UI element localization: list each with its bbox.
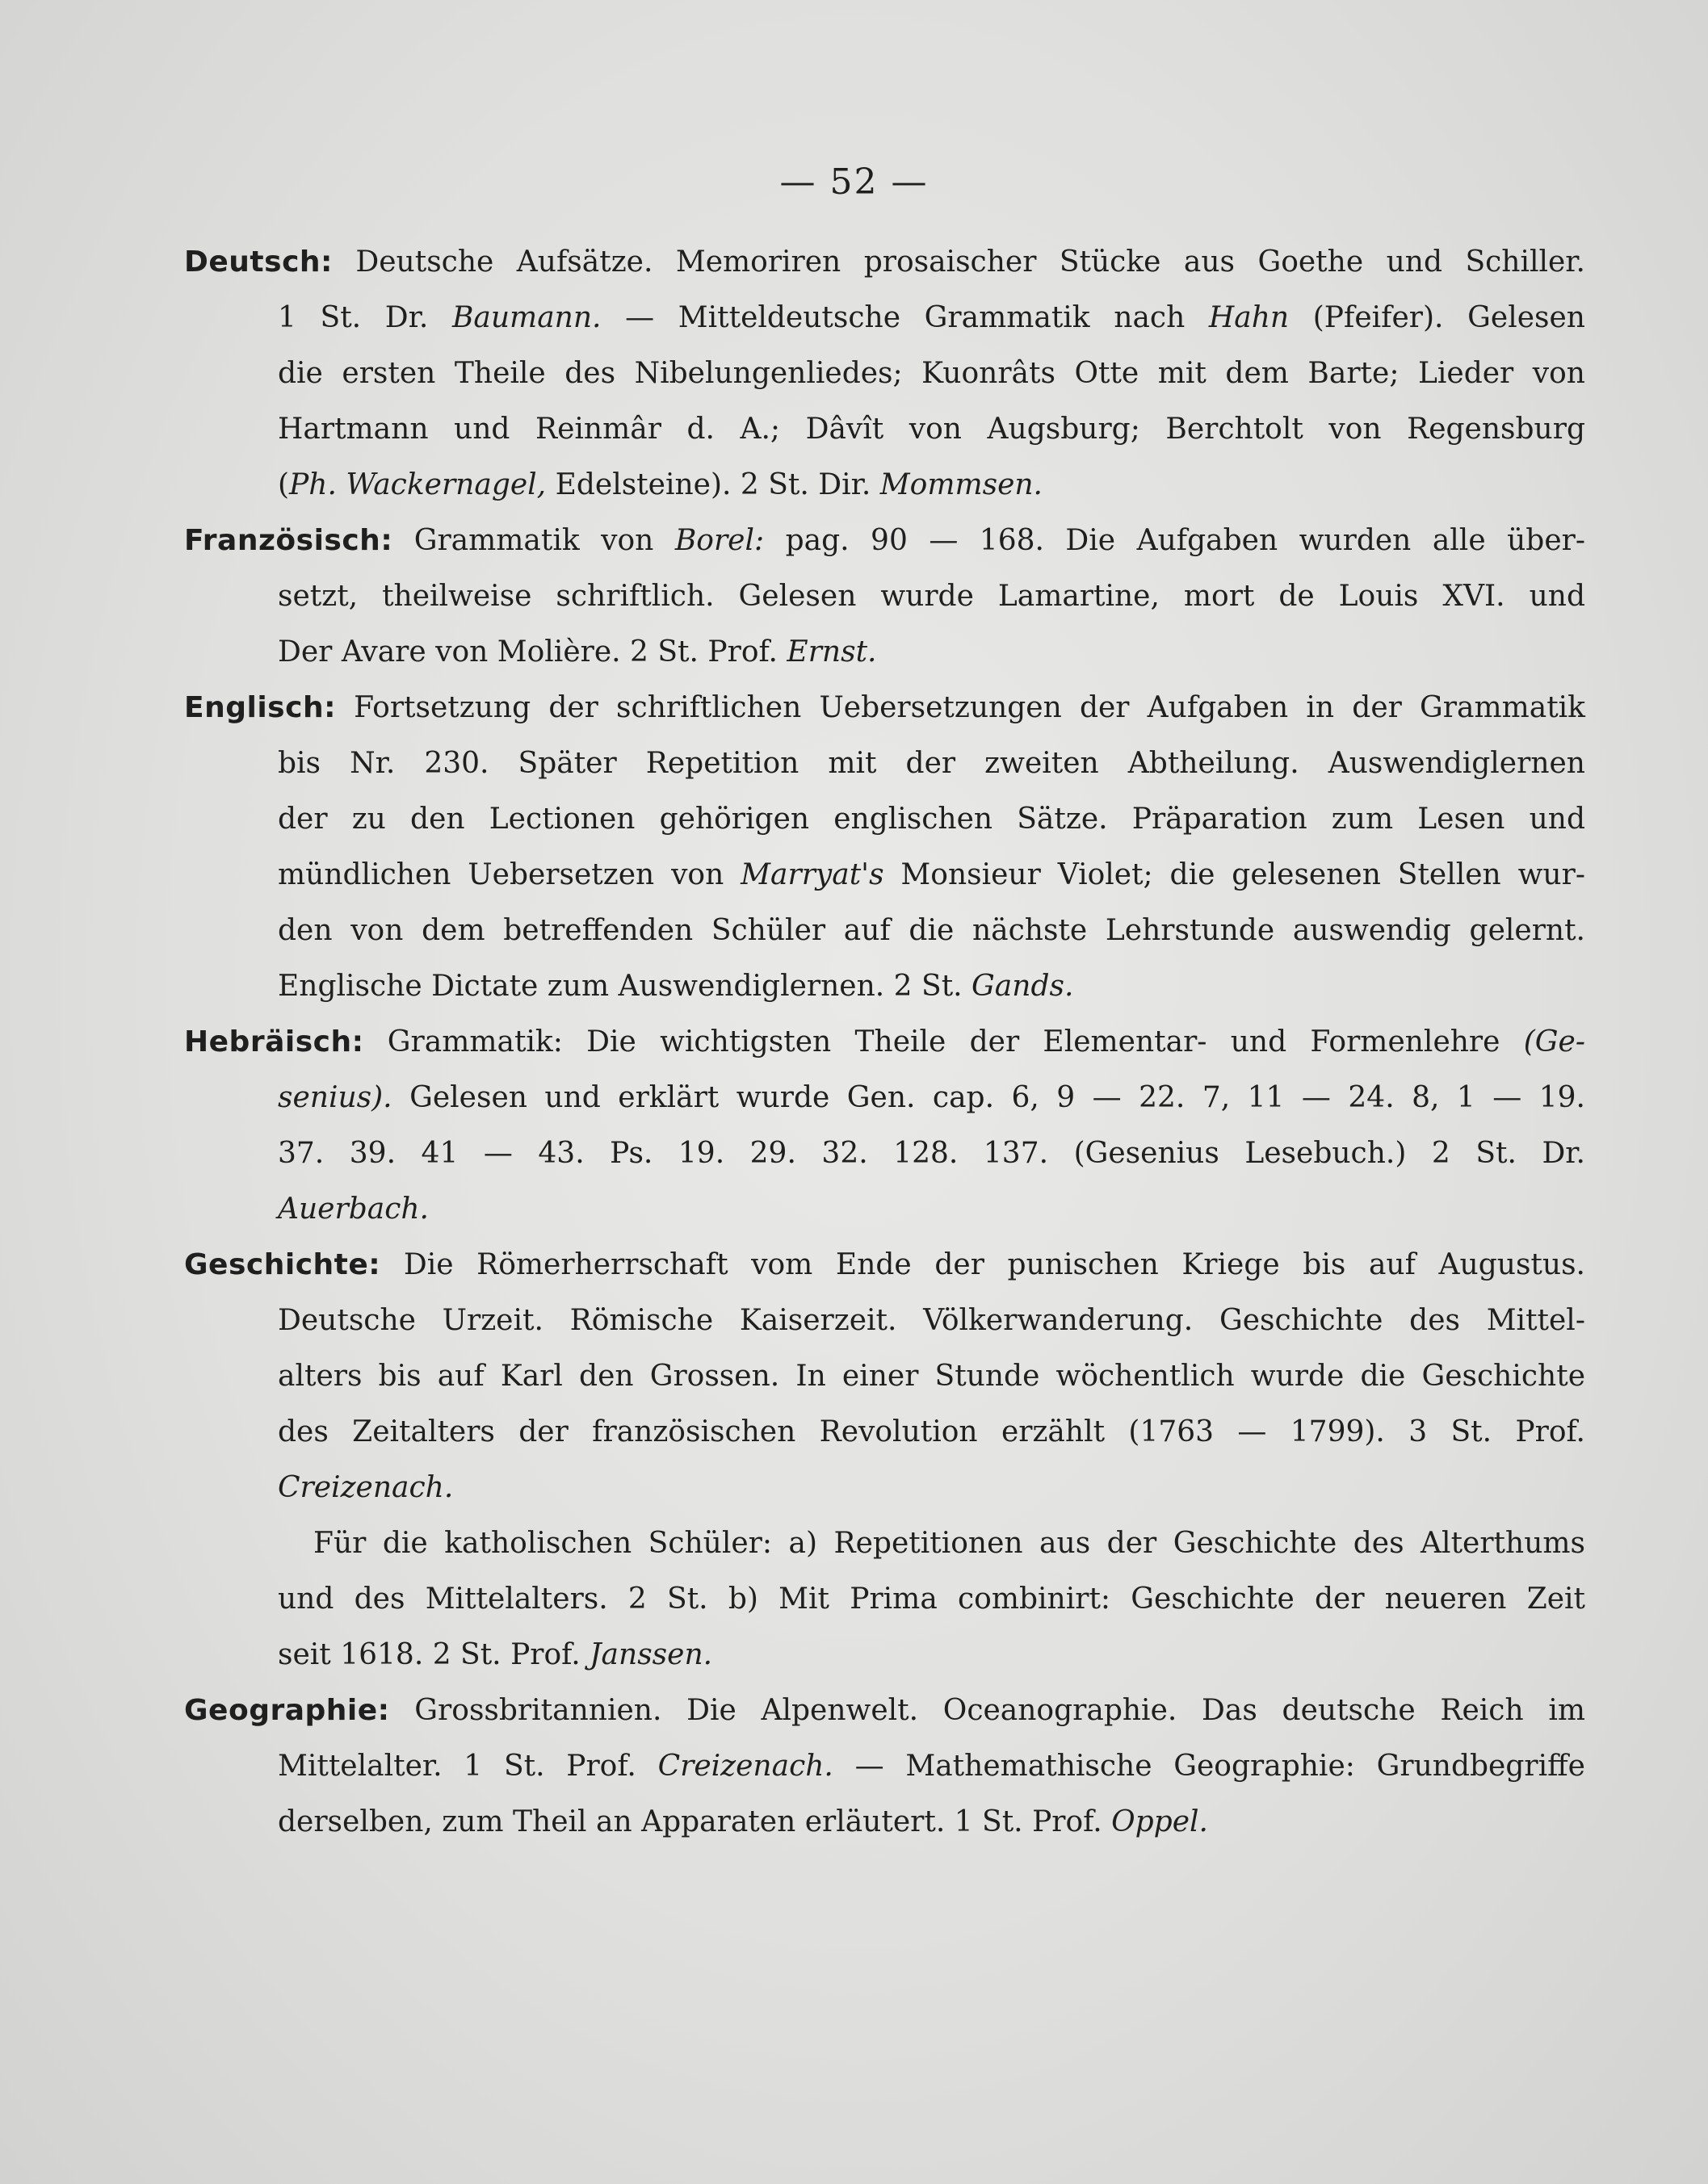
geographie-line-1: Geographie: Grossbritannien. Die Alpenwelt. Oceanographie. Das deutsche Reich im <box>184 1694 1585 1727</box>
englisch-line-1: Englisch: Fortsetzung der schriftlichen Uebersetzungen der Aufgaben in der Grammatik <box>184 691 1585 724</box>
section-heading: Geographie: <box>184 1694 390 1727</box>
section-geographie <box>184 1683 1585 1850</box>
franzoesisch-line-3: Der Avare von Molière. 2 St. Prof. Ernst. <box>278 635 877 669</box>
geschichte-line-3: alters bis auf Karl den Grossen. In einer Stunde wöchentlich wurde die Geschichte <box>278 1360 1585 1393</box>
englisch-line-4: mündlichen Uebersetzen von Marryat's Monsieur Violet; die gelesenen Stellen wur- <box>278 858 1585 891</box>
geschichte-catholic-line-2: und des Mittelalters. 2 St. b) Mit Prima combinirt: Geschichte der neueren Zeit <box>278 1582 1585 1616</box>
geschichte-line-2: Deutsche Urzeit. Römische Kaiserzeit. Völkerwanderung. Geschichte des Mittel- <box>278 1304 1585 1337</box>
deutsch-line-2: 1 St. Dr. Baumann. — Mitteldeutsche Grammatik nach Hahn (Pfeifer). Gelesen <box>278 301 1585 334</box>
deutsch-line-1: Deutsch: Deutsche Aufsätze. Memoriren prosaischer Stücke aus Goethe und Schiller. <box>184 245 1585 279</box>
geschichte-line-4: des Zeitalters der französischen Revolution erzählt (1763 — 1799). 3 St. Prof. <box>278 1415 1585 1448</box>
englisch-line-5: den von dem betreffenden Schüler auf die nächste Lehrstunde auswendig gelernt. <box>278 914 1585 947</box>
deutsch-line-4: Hartmann und Reinmâr d. A.; Dâvît von Augsburg; Berchtolt von Regensburg <box>278 413 1585 446</box>
geschichte-line-1: Geschichte: Die Römerherrschaft vom Ende der punischen Kriege bis auf Augustus. <box>184 1248 1585 1281</box>
section-heading: Geschichte: <box>184 1248 381 1281</box>
hebraeisch-line-1: Hebräisch: Grammatik: Die wichtigsten Theile der Elementar- und Formenlehre (Ge- <box>184 1025 1585 1058</box>
geschichte-catholic-line-3: seit 1618. 2 St. Prof. Janssen. <box>278 1638 713 1671</box>
section-heading: Französisch: <box>184 524 393 557</box>
section-hebraeisch <box>184 1014 1585 1237</box>
section-geschichte <box>184 1237 1585 1683</box>
section-englisch <box>184 680 1585 1014</box>
franzoesisch-line-2: setzt, theilweise schriftlich. Gelesen wurde Lamartine, mort de Louis XVI. und <box>278 580 1585 613</box>
page-body <box>184 234 1585 1850</box>
franzoesisch-line-1: Französisch: Grammatik von Borel: pag. 90 — 168. Die Aufgaben wurden alle über- <box>184 524 1585 557</box>
geographie-line-3: derselben, zum Theil an Apparaten erläutert. 1 St. Prof. Oppel. <box>278 1805 1208 1838</box>
deutsch-line-5: (Ph. Wackernagel, Edelsteine). 2 St. Dir. Mommsen. <box>278 468 1043 501</box>
section-heading: Englisch: <box>184 691 336 724</box>
geschichte-line-5: Creizenach. <box>278 1471 454 1504</box>
hebraeisch-line-4: Auerbach. <box>278 1193 429 1226</box>
englisch-line-6: Englische Dictate zum Auswendiglernen. 2 St. Gands. <box>278 970 1074 1003</box>
geschichte-catholic-line-1: Für die katholischen Schüler: a) Repetitionen aus der Geschichte des Alterthums <box>313 1527 1585 1560</box>
englisch-line-3: der zu den Lectionen gehörigen englischen Sätze. Präparation zum Lesen und <box>278 803 1585 836</box>
hebraeisch-line-3: 37. 39. 41 — 43. Ps. 19. 29. 32. 128. 137. (Gesenius Lesebuch.) 2 St. Dr. <box>278 1137 1585 1170</box>
section-heading: Hebräisch: <box>184 1025 364 1058</box>
page-number: — 52 — <box>779 161 929 203</box>
section-deutsch <box>184 234 1585 513</box>
englisch-line-2: bis Nr. 230. Später Repetition mit der zweiten Abtheilung. Auswendiglernen <box>278 747 1585 780</box>
deutsch-line-3: die ersten Theile des Nibelungenliedes; Kuonrâts Otte mit dem Barte; Lieder von <box>278 357 1585 390</box>
section-franzoesisch <box>184 513 1585 680</box>
hebraeisch-line-2: senius). Gelesen und erklärt wurde Gen. cap. 6, 9 — 22. 7, 11 — 24. 8, 1 — 19. <box>278 1081 1585 1114</box>
section-heading: Deutsch: <box>184 245 333 279</box>
geographie-line-2: Mittelalter. 1 St. Prof. Creizenach. — Mathemathische Geographie: Grundbegriffe <box>278 1750 1585 1783</box>
